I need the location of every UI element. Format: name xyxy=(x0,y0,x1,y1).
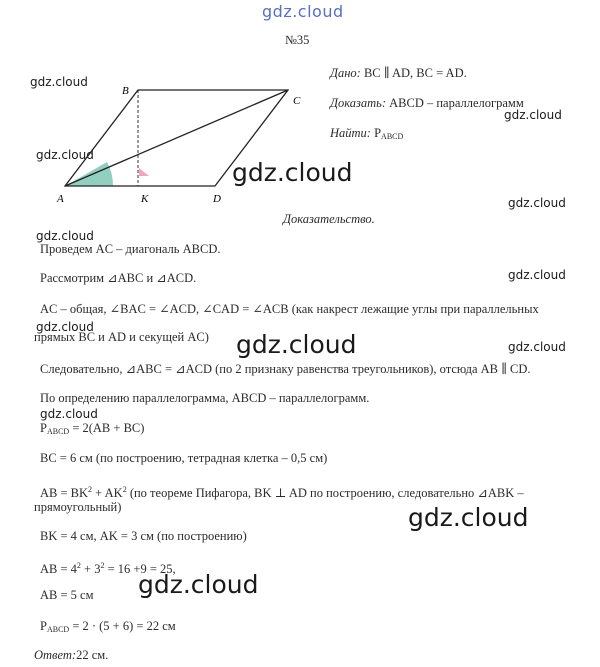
watermark: gdz.cloud xyxy=(40,407,98,421)
exponent: 2 xyxy=(122,485,127,494)
watermark-large: gdz.cloud xyxy=(138,570,259,599)
given-text: BC ∥ AD, BC = AD. xyxy=(363,66,467,80)
find-line xyxy=(330,126,403,144)
perimeter-formula xyxy=(40,421,144,439)
watermark: gdz.cloud xyxy=(36,229,94,243)
proof-line: По определению параллелограмма, ABCD – параллелограмм. xyxy=(40,391,370,405)
text-segment: (по теореме Пифагора, BK ⊥ AD по построению, следовательно ⊿ABK – xyxy=(126,486,524,500)
proof-line: Проведем AC – диагональ ABCD. xyxy=(40,242,221,256)
answer-line xyxy=(34,648,108,663)
parallelogram-figure xyxy=(55,80,315,210)
vertex-label-a: A xyxy=(57,193,64,205)
watermark: gdz.cloud xyxy=(508,268,566,282)
problem-number: №35 xyxy=(285,33,310,47)
perimeter-expression: = 2(AB + BC) xyxy=(69,421,145,435)
vertex-label-d: D xyxy=(213,193,221,205)
proof-line: BK = 4 см, AK = 3 см (по построению) xyxy=(40,529,247,543)
calculation-line xyxy=(40,558,176,577)
find-text: P xyxy=(374,126,382,140)
find-subscript: ABCD xyxy=(381,132,404,141)
text-segment: AB = BK xyxy=(40,486,89,500)
watermark: gdz.cloud xyxy=(36,148,94,162)
pythagoras-line xyxy=(40,482,524,501)
watermark: gdz.cloud xyxy=(508,196,566,210)
answer-text: 22 см. xyxy=(76,648,109,662)
vertex-label-b: B xyxy=(122,85,129,97)
vertex-label-k: K xyxy=(141,193,149,205)
proof-line: Рассмотрим ⊿ABC и ⊿ACD. xyxy=(40,271,197,285)
watermark-large: gdz.cloud xyxy=(408,503,529,532)
perimeter-symbol: P xyxy=(40,619,47,633)
proof-line: Следовательно, ⊿ABC = ⊿ACD (по 2 признаку равенства треугольников), отсюда AB ∥ CD. xyxy=(40,362,531,376)
watermark: gdz.cloud xyxy=(36,320,94,334)
find-label: Найти: xyxy=(330,126,371,140)
prove-label: Доказать: xyxy=(330,96,386,110)
text-segment: = 16 +9 = 25, xyxy=(104,562,176,576)
perimeter-subscript: ABCD xyxy=(46,625,70,634)
proof-line: AC – общая, ∠BAC = ∠ACD, ∠CAD = ∠ACB (как накрест лежащие углы при параллельных xyxy=(40,302,539,316)
text-segment: + 3 xyxy=(80,562,101,576)
given-label: Дано: xyxy=(330,66,361,80)
answer-label: Ответ: xyxy=(34,648,77,662)
watermark-top: gdz.cloud xyxy=(262,2,344,21)
proof-line: BC = 6 см (по построению, тетрадная клетка – 0,5 см) xyxy=(40,451,328,465)
exponent: 2 xyxy=(100,561,105,570)
text-segment: AB = 4 xyxy=(40,562,77,576)
proof-line: прямоугольный) xyxy=(34,500,122,514)
exponent: 2 xyxy=(88,485,93,494)
proof-line: AB = 5 см xyxy=(40,588,94,602)
prove-line xyxy=(330,96,524,111)
prove-text: ABCD – параллелограмм xyxy=(389,96,524,110)
watermark: gdz.cloud xyxy=(508,340,566,354)
perimeter-subscript: ABCD xyxy=(46,427,70,436)
perimeter-symbol: P xyxy=(40,421,47,435)
watermark: gdz.cloud xyxy=(30,75,88,89)
given-line xyxy=(330,66,467,81)
watermark-large: gdz.cloud xyxy=(236,330,357,359)
exponent: 2 xyxy=(76,561,81,570)
vertex-label-c: C xyxy=(293,95,301,107)
proof-title: Доказательство. xyxy=(283,212,375,226)
proof-line: прямых BC и AD и секущей AC) xyxy=(34,330,209,344)
perimeter-expression: = 2 · (5 + 6) = 22 см xyxy=(69,619,176,633)
watermark-large: gdz.cloud xyxy=(232,158,353,187)
perimeter-result xyxy=(40,619,176,637)
text-segment: + AK xyxy=(92,486,123,500)
angle-marker-pink xyxy=(139,168,149,176)
diagonal-ac xyxy=(65,90,288,186)
watermark: gdz.cloud xyxy=(504,108,562,122)
